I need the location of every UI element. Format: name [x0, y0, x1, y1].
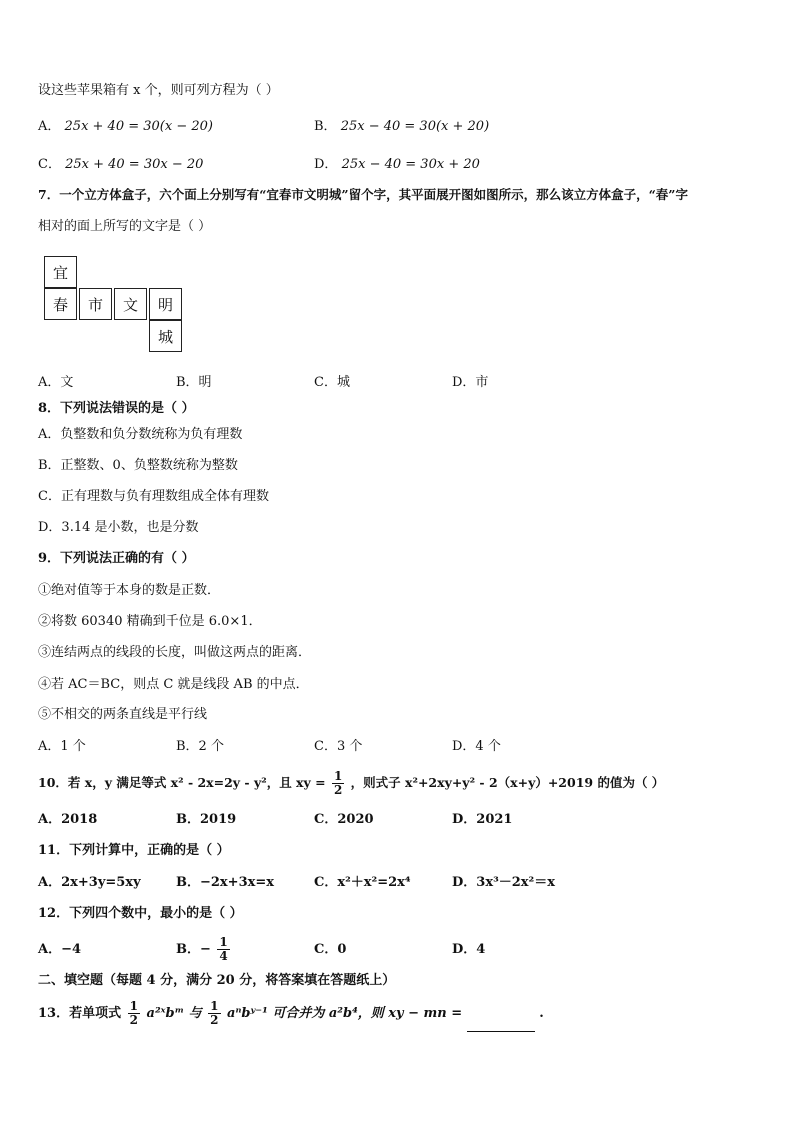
q6-option-d-label: D． [314, 157, 338, 172]
q9-statement-4: ④若 AC＝BC，则点 C 就是线段 AB 的中点． [38, 677, 309, 692]
net-face-wen: 文 [114, 288, 147, 320]
q13-fraction-2-den: 2 [210, 1013, 219, 1027]
q6-option-d [314, 156, 480, 174]
q9-option-d: D．4 个 [452, 739, 501, 754]
q13-fraction-2-num: 1 [210, 999, 219, 1013]
q13-fraction-2 [208, 1000, 220, 1027]
net-face-chun: 春 [44, 288, 77, 320]
q6-option-b-label: B． [314, 119, 337, 134]
q10-fraction-num: 1 [333, 769, 343, 783]
q13-end: . [539, 1006, 544, 1021]
q10-fraction-den: 2 [333, 783, 343, 797]
q10-stem-pre: 10．若 x，y 满足等式 x² - 2x=2y - y²，且 xy = [38, 775, 326, 790]
q12-option-d: D．4 [452, 942, 486, 957]
q12-option-b [176, 930, 232, 970]
q10-option-d: D．2021 [452, 812, 513, 827]
q13-pre: 13．若单项式 [38, 1006, 122, 1021]
q9-option-b: B．2 个 [176, 739, 224, 754]
q7-option-a: A．文 [38, 375, 74, 390]
q9-statement-5: ⑤不相交的两条直线是平行线 [38, 707, 208, 722]
q9-statement-2: ②将数 60340 精确到千位是 6.0×1． [38, 614, 262, 629]
q9-stem: 9．下列说法正确的有（ ） [38, 551, 195, 566]
net-face-ming: 明 [149, 288, 182, 320]
q9-statement-1: ①绝对值等于本身的数是正数． [38, 583, 221, 598]
q10-stem [38, 766, 664, 800]
q6-option-a-text: 25x + 40 = 30(x − 20) [64, 119, 213, 134]
q8-option-d: D．3.14 是小数，也是分数 [38, 520, 199, 535]
q7-stem-line1: 7．一个立方体盒子，六个面上分别写有“宜春市文明城”留个字，其平面展开图如图所示，那么该立方体盒子，“春”字 [38, 187, 688, 202]
q6-option-a [38, 118, 213, 136]
q7-option-d: D．市 [452, 375, 489, 390]
q7-stem-line2: 相对的面上所写的文字是（ ） [38, 219, 212, 234]
q11-option-a: A．2x+3y=5xy [38, 875, 141, 890]
q12-stem: 12．下列四个数中，最小的是（ ） [38, 906, 243, 921]
q8-option-a: A．负整数和负分数统称为负有理数 [38, 427, 243, 442]
q12-option-c: C．0 [314, 942, 347, 957]
q8-option-c: C．正有理数与负有理数组成全体有理数 [38, 489, 269, 504]
q9-option-a: A．1 个 [38, 739, 86, 754]
q7-option-c: C．城 [314, 375, 350, 390]
q13-fraction-1-den: 2 [129, 1013, 138, 1027]
q6-option-c [38, 156, 203, 174]
q11-stem: 11．下列计算中，正确的是（ ） [38, 843, 230, 858]
q13-fraction-1-num: 1 [129, 999, 138, 1013]
cube-net-figure [44, 256, 189, 356]
q12-option-b-fraction [217, 936, 229, 963]
q11-option-c: C．x²＋x²=2x⁴ [314, 875, 411, 890]
q13-fraction-1 [128, 1000, 140, 1027]
q6-option-c-text: 25x + 40 = 30x − 20 [65, 157, 204, 172]
q10-option-b: B．2019 [176, 812, 237, 827]
q9-statement-3: ③连结两点的线段的长度，叫做这两点的距离． [38, 645, 312, 660]
q9-option-c: C．3 个 [314, 739, 363, 754]
q10-stem-post: ，则式子 x²+2xy+y² - 2（x+y）+2019 的值为（ ） [350, 775, 665, 790]
q13-term-1: a²ˣbᵐ 与 [146, 1006, 202, 1021]
q13-term-2: aⁿbʸ⁻¹ 可合并为 a²b⁴，则 xy − mn = [227, 1006, 463, 1021]
q6-option-b [314, 118, 489, 136]
q12-option-a: A．−4 [38, 942, 82, 957]
q8-option-b: B．正整数、0、负整数统称为整数 [38, 458, 238, 473]
q12-option-b-num: 1 [219, 935, 228, 949]
q6-option-d-text: 25x − 40 = 30x + 20 [341, 157, 480, 172]
net-face-cheng: 城 [149, 320, 182, 352]
q6-option-a-label: A． [38, 119, 61, 134]
q11-option-d: D．3x³－2x²＝x [452, 875, 556, 890]
q12-option-b-label: B．− [176, 942, 211, 957]
q10-option-a: A．2018 [38, 812, 98, 827]
q11-option-b: B．−2x+3x=x [176, 875, 275, 890]
net-face-shi: 市 [79, 288, 112, 320]
q6-stem: 设这些苹果箱有 x 个，则可列方程为（ ） [38, 83, 279, 98]
q10-fraction [332, 770, 344, 797]
section-2-heading: 二、填空题（每题 4 分，满分 20 分，将答案填在答题纸上） [38, 973, 396, 988]
q13-stem [38, 996, 544, 1032]
q10-option-c: C．2020 [314, 812, 374, 827]
q13-answer-blank[interactable] [467, 1017, 535, 1032]
net-face-yi: 宜 [44, 256, 77, 288]
q12-option-b-den: 4 [219, 949, 228, 963]
q8-stem: 8．下列说法错误的是（ ） [38, 401, 195, 416]
q6-option-b-text: 25x − 40 = 30(x + 20) [340, 119, 490, 134]
q6-option-c-label: C． [38, 157, 61, 172]
q7-option-b: B．明 [176, 375, 212, 390]
